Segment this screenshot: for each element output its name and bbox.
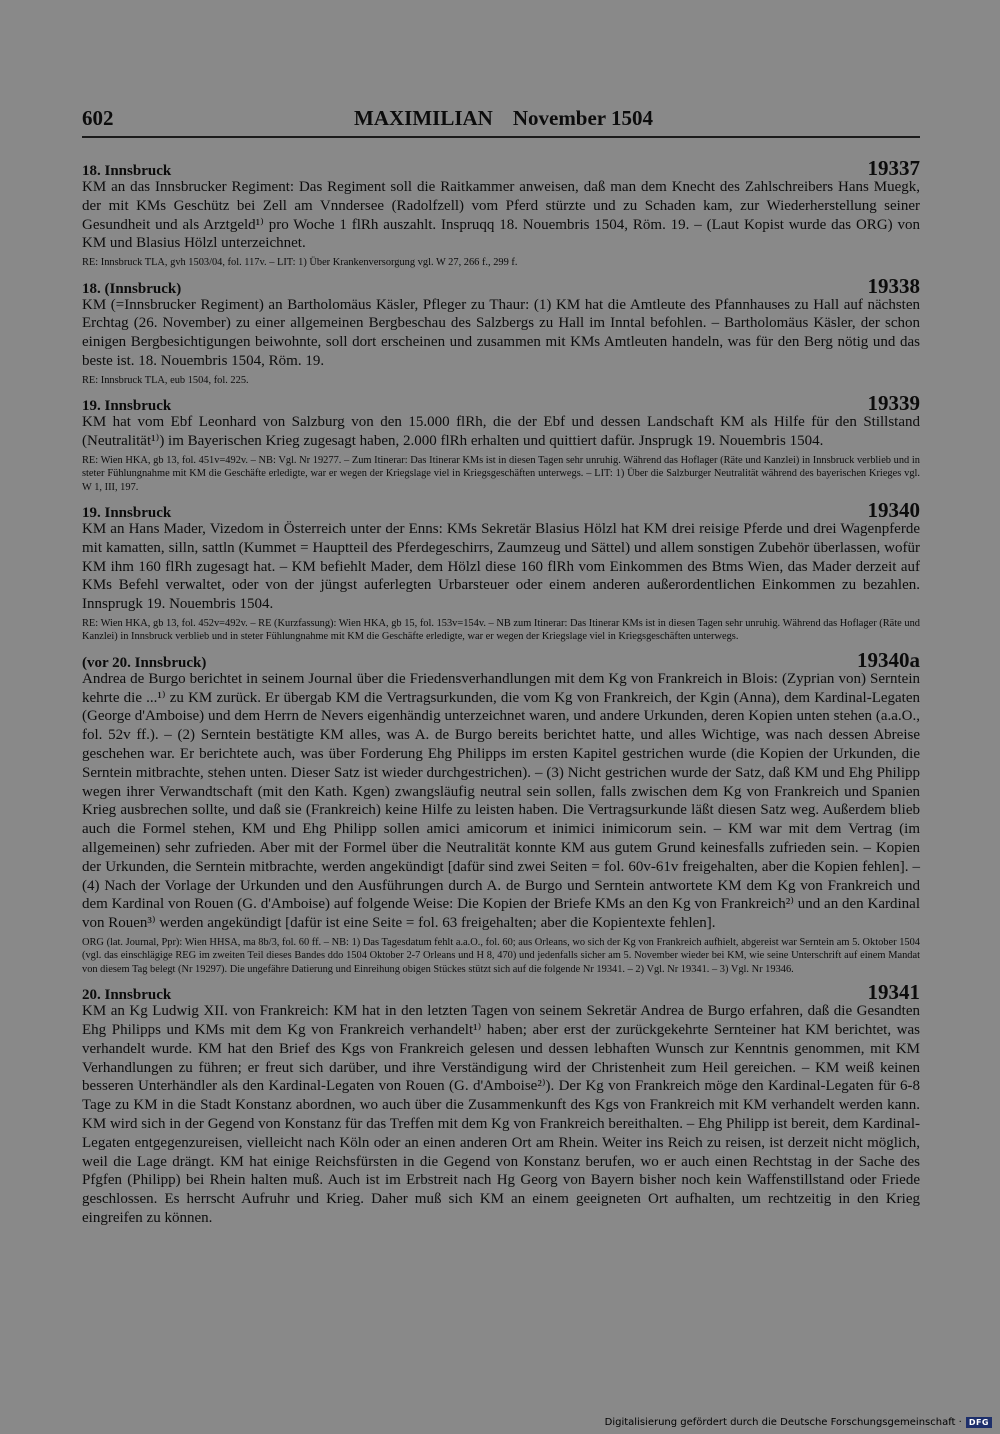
entry-text: Andrea de Burgo berichtet in seinem Journal über die Friedensverhandlungen mit dem Kg von Frankreich in Blois: (Zyprian von) Serntein kehrte die ...¹⁾ zu KM zurück. Er übergab KM die Vertragsurkunden, die vom Kg von Frankreich, der Kgin (Anna), dem Kardinal-Legaten (George d'Amboise) und dem Herrn de Nevers eigenhändig unterzeichnet waren, und andere Urkunden, deren Kopien unten stehen (a.a.O., fol. 52v ff.). – (2) Serntein bestätigte KM alles, was A. de Burgo bereits berichtet hatte, und alles Wichtige, was nach dessen Abreise geschehen war. Er berichtete auch, was über Forderung Ehg Philipps im ersten Kapitel gestrichen wurde (die Kopien der Urkunden, die Serntein mitbrachte, stehen unten. Dieser Satz ist wieder durchgestrichen). – (3) Nicht gestrichen wurde der Satz, daß KM und Ehg Philipp wegen ihrer Verwandtschaft (mit den Kath. Kgen) zwangsläufig neutral sein sollen, falls zwischen dem Kg von Frankreich und Spanien Krieg ausbrechen sollte, und daß sie (Frankreich) keine Hilfe zu leisten haben. Die Vertragsurkunde läßt diesen Satz weg. Außerdem blieb auch die Formel stehen, KM und Ehg Philipp sollen amici amicorum et inimici inimicorum sein. – KM war mit dem Vertrag (im allgemeinen) sehr zufrieden. Aber mit der Formel über die Neutralität konnte KM aus gutem Grund keinesfalls zufrieden sein. – Kopien der Urkunden, die Serntein mitbrachte, werden angekündigt [dafür sind zwei Seiten = fol. 60v-61v freigehalten, aber die Kopien fehlen]. – (4) Nach der Vorlage der Urkunden und den Ausführungen durch A. de Burgo und Serntein antwortete KM dem Kg von Frankreich und dem Kardinal von Rouen (G. d'Amboise) auf folgende Weise: Die Kopien der Briefe KMs an den Kg von Frankreich²⁾ und an den Kardinal von Rouen³⁾ werden angekündigt [dafür ist eine Seite = fol. 63 freigehalten; aber die Kopientexte fehlen]. [82,670,920,932]
entry-header [82,273,920,298]
page-number: 602 [82,106,114,130]
entry-number: 19341 [867,980,920,1005]
entry-text: KM hat vom Ebf Leonhard von Salzburg von den 15.000 flRh, die der Ebf und dessen Landschaft KM als Hilfe für den Stillstand (Neutralität¹⁾) im Bayerischen Krieg zugesagt haben, 2.000 flRh erhalten und quittiert dafür. Jnsprugk 19. Nouembris 1504. [82,414,920,449]
entry-date: 20. Innsbruck [82,987,172,1004]
entry-number: 19337 [867,156,920,180]
entry-header [82,158,920,178]
entry-date: 18. (Innsbruck) [82,280,182,297]
entry-note: RE: Wien HKA, gb 13, fol. 452v=492v. – RE (Kurzfassung): Wien HKA, gb 15, fol. 153v=154v. – NB zum Itinerar: Das Itinerar KMs ist in diesen Tagen sehr unruhig. Während das Hoflager (Räte und Kanzlei) in Innsbruck verblieb und in steter Fühlungnahme mit KM die Geschäfte erledigte, war er wegen der Kriegslage viel in Kriegsgeschäften unterwegs. [82,617,920,643]
entry-date: (vor 20. Innsbruck) [82,654,207,671]
funding-footer [605,1417,992,1428]
dfg-logo: DFG [966,1417,992,1428]
title-month: November 1504 [512,106,653,130]
entry-note: RE: Wien HKA, gb 13, fol. 451v=492v. – NB: Vgl. Nr 19277. – Zum Itinerar: Das Itinerar KMs ist in diesen Tagen sehr unruhig. Während das Hoflager (Räte und Kanzlei) in Innsbruck verblieb und in steter Fühlungnahme mit KM die Geschäfte erledigte, war er wegen der Kriegslage viel in Kriegsgeschäften unterwegs. – LIT: 1) Über die Salzburger Neutralität während des bayerischen Krieges vgl. W 1, III, 197. [82,454,920,493]
entry-date: 18. Innsbruck [82,163,172,179]
entry-19341 [82,982,920,1228]
funding-text: Digitalisierung gefördert durch die Deutsche Forschungsgemeinschaft · [604,1417,962,1428]
entry-header [82,980,920,1005]
title-name: MAXIMILIAN [354,106,493,130]
entry-header [82,647,920,672]
entry-header [82,500,920,520]
entry-number: 19338 [867,273,920,298]
entry-date: 19. Innsbruck [82,398,172,415]
entry-note: RE: Innsbruck TLA, eub 1504, fol. 225. [82,374,249,386]
entry-text: KM (=Innsbrucker Regiment) an Bartholomäus Käsler, Pfleger zu Thaur: (1) KM hat die Amtleute des Pfannhauses zu Hall auf nächsten Erchtag (26. November) zu einer allgemeinen Bergbeschau des Salzbergs zu Hall im Inntal befohlen. – Bartholomäus Käsler, der schon einigen Bergbesichtigungen beiwohnte, soll dort erscheinen und zusammen mit KMs Amtleuten handeln, was für den Berg nötig und das beste ist. 18. Nouembris 1504, Röm. 19. [82,296,920,369]
entry-note: RE: Innsbruck TLA, gvh 1503/04, fol. 117v. – LIT: 1) Über Krankenversorgung vgl. W 27, 266 f., 299 f. [82,257,518,269]
entry-19339 [82,393,920,494]
entry-19340 [82,500,920,644]
entry-number: 19339 [867,391,920,416]
running-header [82,106,920,136]
entry-header [82,391,920,416]
entry-number: 19340 [867,498,920,522]
entry-date: 19. Innsbruck [82,505,172,521]
entry-note: ORG (lat. Journal, Ppr): Wien HHSA, ma 8b/3, fol. 60 ff. – NB: 1) Das Tagesdatum fehlt a.a.O., fol. 60; aus Orleans, wo sich der Kg von Frankreich aufhielt, abgereist war Serntein am 5. Oktober 1504 (vgl. das einschlägige REG im zweiten Teil dieses Bandes ddo 1504 Oktober 2-7 Orleans und H 8, 470) und jedenfalls sicher am 5. November wieder bei KM, wie seine Unterschrift auf einem Mandat von diesem Tag belegt (Nr 19297). Die ungefähre Datierung und Einreihung obigen Stückes stützt sich auf die folgende Nr 19341. – 2) Vgl. Nr 19341. – 3) Vgl. Nr 19346. [82,936,920,975]
entries-list [82,158,920,1234]
entry-number: 19340a [857,647,920,672]
entry-text: KM an das Innsbrucker Regiment: Das Regiment soll die Raitkammer anweisen, daß man dem Knecht des Zahlschreibers Hans Muegk, der mit KMs Geschütz bei Zell am Vnndersee (Radolfzell) vom Pferd stürzte und zu Schaden kam, zur Wiederherstellung seiner Gesundheit und als Arztgeld¹⁾ pro Woche 1 flRh auszahlt. Inspruqq 18. Nouembris 1504, Röm. 19. – (Laut Kopist wurde das ORG) von KM und Blasius Hölzl unterzeichnet. [82,179,920,252]
entry-19337 [82,158,920,270]
entry-19338 [82,273,920,388]
entry-text: KM an Kg Ludwig XII. von Frankreich: KM hat in den letzten Tagen von seinem Sekretär Andrea de Burgo erfahren, daß die Gesandten Ehg Philipps und KMs mit dem Kg von Frankreich verhandelt¹⁾ haben; aber erst der zurückgekehrte Sernteiner hat KM berichtet, was verhandelt wurde. KM hat den Brief des Kgs von Frankreich gelesen und dessen lebhaften Wunsch zur Kenntnis genommen, mit KM Verhandlungen zu führen; er freut sich darüber, und ihre Verständigung wird der Christenheit zum Heil gereichen. – KM weiß keinen besseren Unterhändler als den Kardinal-Legaten von Rouen (G. d'Amboise²⁾). Der Kg von Frankreich möge den Kardinal-Legaten für 6-8 Tage zu KM in die Stadt Konstanz abordnen, wo auch über die Zusammenkunft des Kgs von Frankreich mit KM verhandelt werden kann. KM wird sich in der Gegend von Konstanz für das Treffen mit dem Kg von Frankreich bereithalten. – Ehg Philipp ist bereit, dem Kardinal-Legaten entgegenzureisen, vielleicht nach Köln oder an einen anderen Ort am Rhein. Weiter ins Reich zu reisen, ist derzeit nicht möglich, weil die Lage drängt. KM hat einige Reichsfürsten in die Gegend von Konstanz berufen, wo er auch einen Rechtstag in der Sache des Pfgfen (Philipp) bei Rhein halten muß. Auch ist im Erbstreit nach Hg Georg von Bayern bisher noch kein Waffenstillstand oder Friede geschlossen. Es herrscht Aufruhr und Krieg. Daher muß sich KM an einem geeigneten Ort aufhalten, um rechtzeitig in den Krieg eingreifen zu können. [82,1003,920,1226]
entry-19340a [82,647,920,976]
running-title [354,106,653,131]
entry-text: KM an Hans Mader, Vizedom in Österreich unter der Enns: KMs Sekretär Blasius Hölzl hat KM drei reisige Pferde und drei Wagenpferde mit kamatten, silln, sattln (Kummet = Hauptteil des Pferdegeschirrs, Zaumzeug und Sättel) und allem sonstigen Zubehör überlassen, wofür KM ihm 160 flRh zugesagt hat. – KM befiehlt Mader, dem Hölzl diese 160 flRh vom Einkommen des Btms Wien, das Mader derzeit auf KMs Befehl verwaltet, oder von der jüngst auferlegten Urbarsteuer oder einem anderen außerordentlichen Einkommen zu bezahlen. Innsprugk 19. Nouembris 1504. [82,521,920,613]
header-rule [82,136,920,138]
